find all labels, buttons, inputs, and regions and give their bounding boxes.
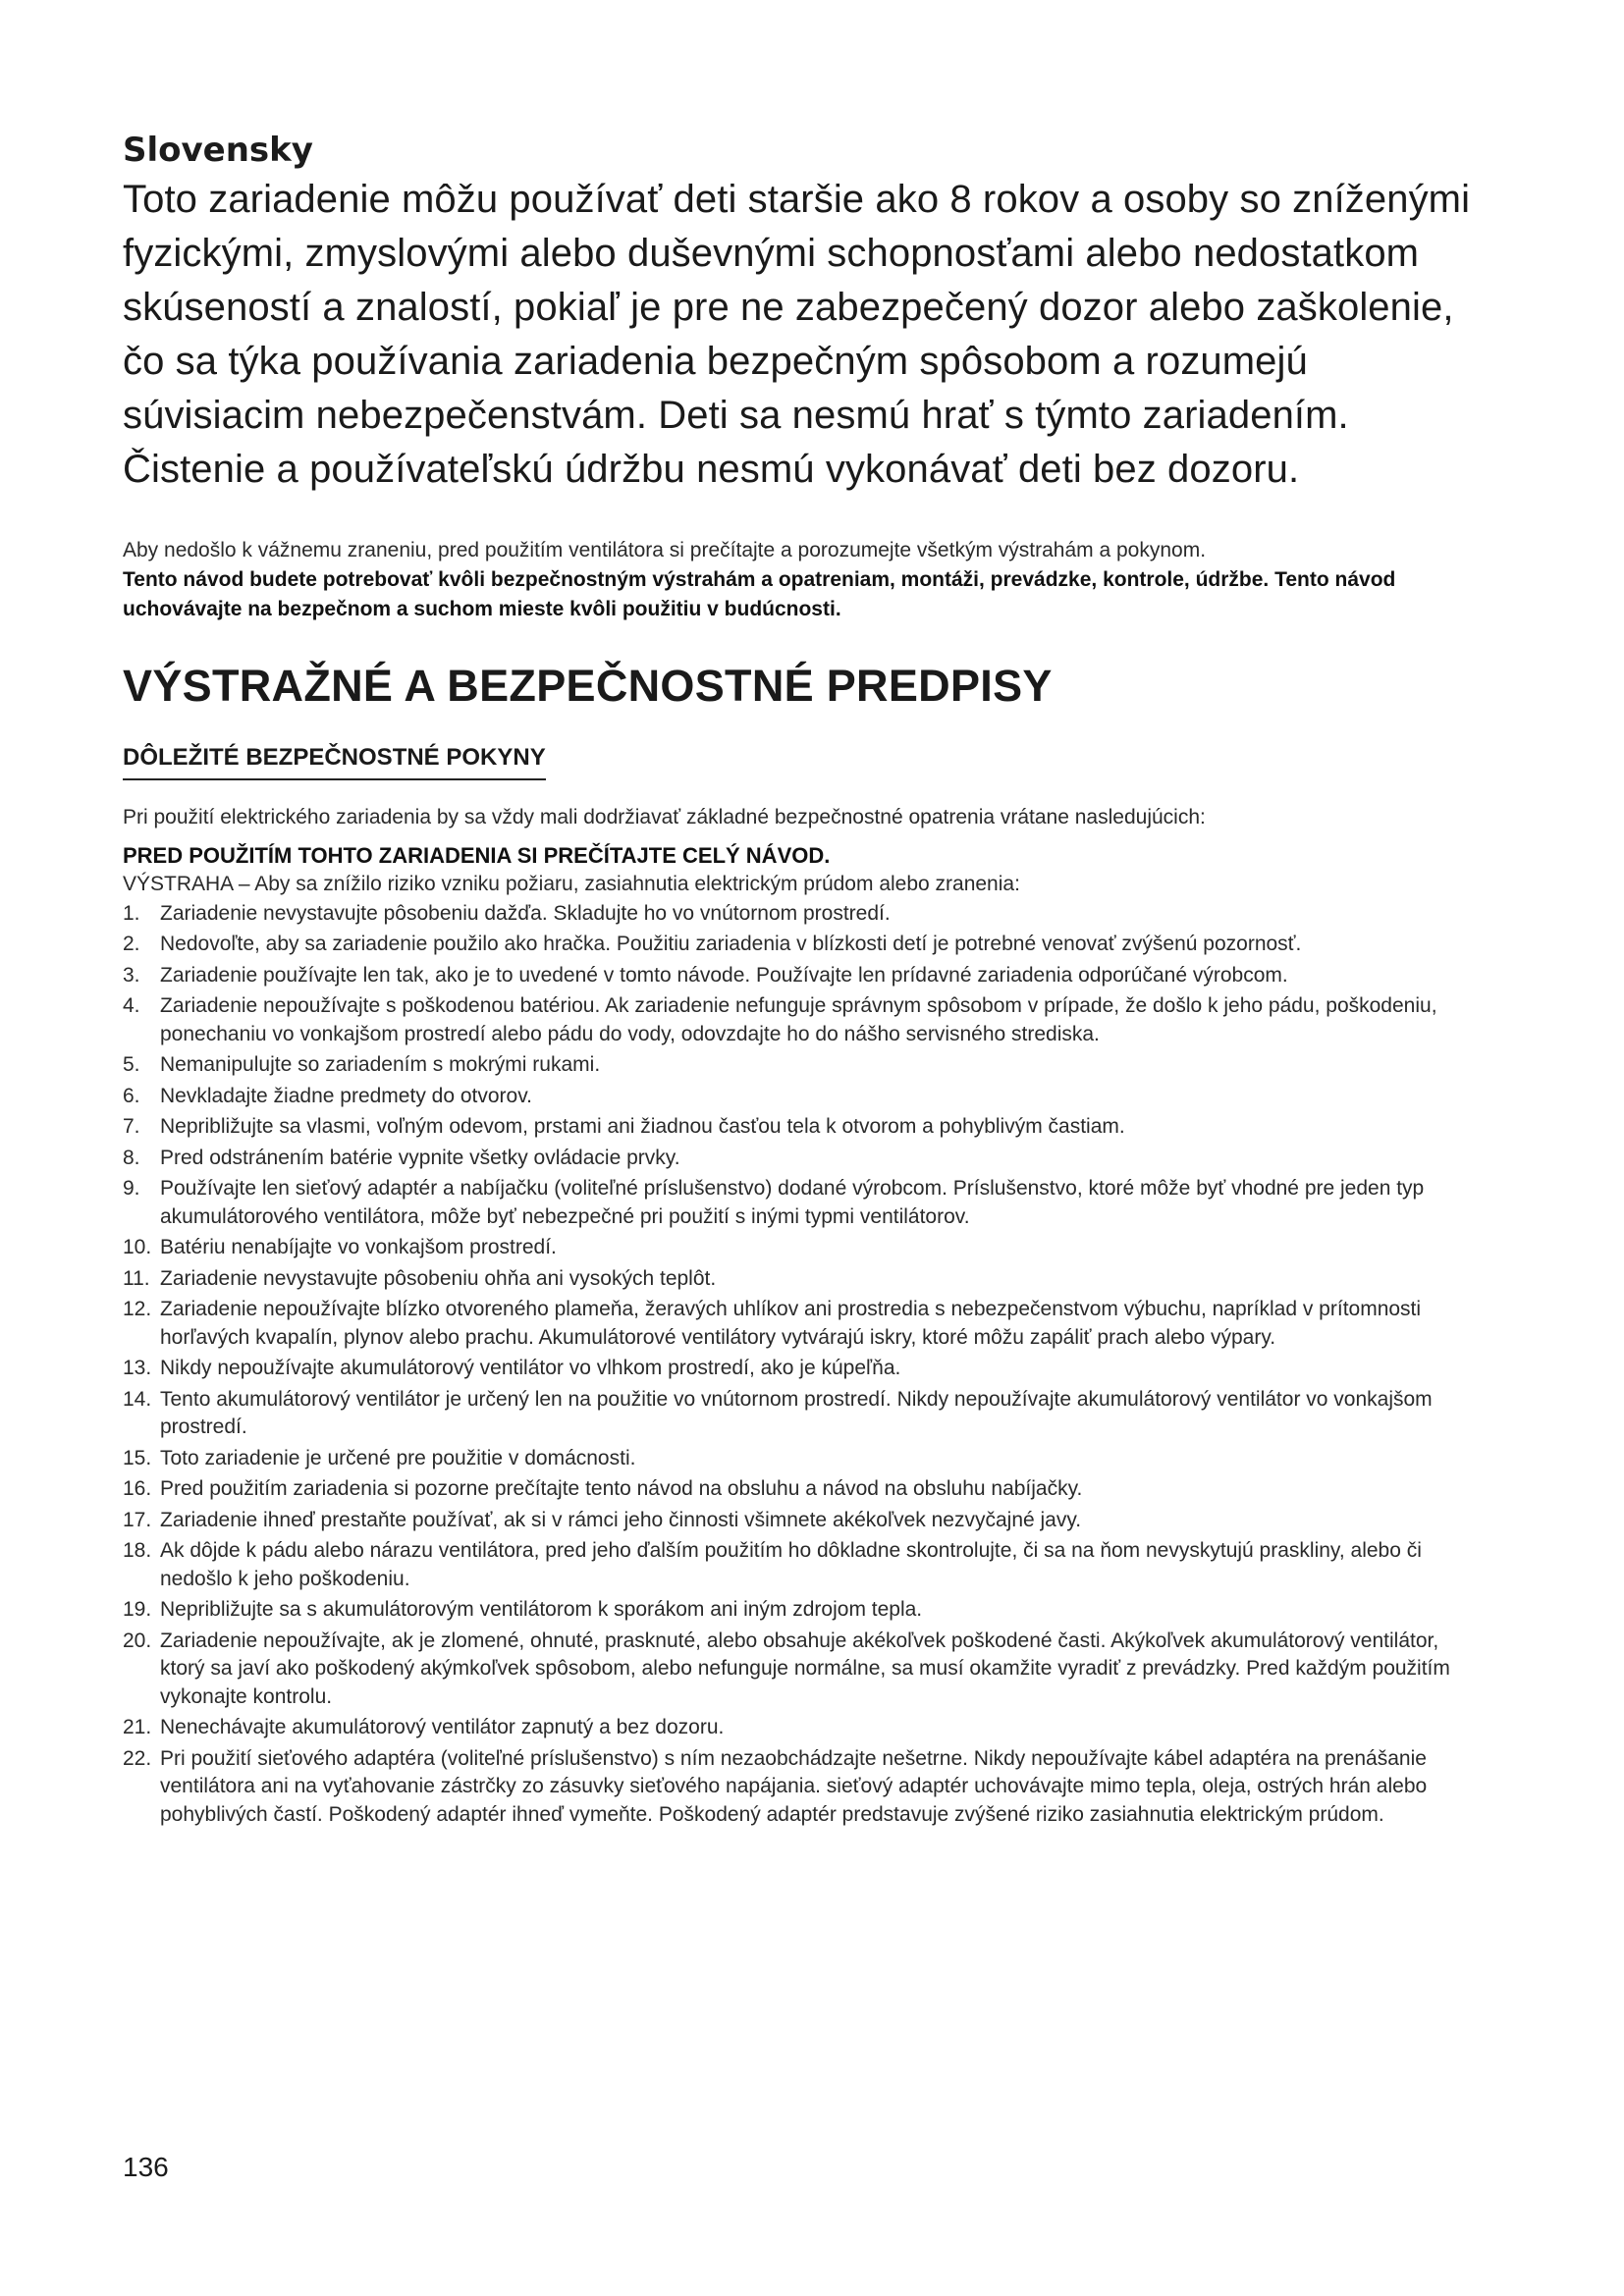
rule-text: Zariadenie ihneď prestaňte používať, ak si v rámci jeho činnosti všimnete akékoľvek nezvyčajné javy. — [160, 1508, 1082, 1531]
safety-rule — [123, 1265, 1472, 1294]
rule-text: Nenechávajte akumulátorový ventilátor zapnutý a bez dozoru. — [160, 1716, 725, 1739]
rule-text: Nevkladajte žiadne predmety do otvorov. — [160, 1084, 532, 1107]
section-title: VÝSTRAŽNÉ A BEZPEČNOSTNÉ PREDPISY — [123, 661, 1053, 712]
rule-number: 9. — [123, 1177, 140, 1201]
rule-number: 3. — [123, 963, 140, 987]
safety-rule — [123, 1628, 1472, 1712]
rule-text: Zariadenie používajte len tak, ako je to uvedené v tomto návode. Používajte len prídavné zariadenia odporúčané výrobcom. — [160, 963, 1288, 987]
rule-number: 12. — [123, 1298, 152, 1321]
safety-rule — [123, 1234, 1472, 1262]
rule-text: Nepribližujte sa s akumulátorovým ventilátorom k sporákom ani iným zdrojom tepla. — [160, 1598, 923, 1622]
safety-rule — [123, 1175, 1472, 1231]
safety-rule — [123, 1507, 1472, 1535]
rule-number: 18. — [123, 1539, 152, 1563]
rule-text: Batériu nenabíjajte vo vonkajšom prostredí. — [160, 1236, 557, 1259]
rule-number: 11. — [123, 1266, 150, 1290]
rule-text: Pri použití sieťového adaptéra (voliteľné príslušenstvo) s ním nezaobchádzajte nešetrne. Nikdy nepoužívajte kábel adaptéra na prenášanie ventilátora ani na vyťahovanie zástrčky zo zásuvky sieťového napájania. sieťový adaptér uchovávajte mimo tepla, oleja, ostrých hrán alebo pohyblivých častí. Poškodený adaptér ihneď vymeňte. Poškodený adaptér predstavuje zvýšené riziko zasiahnutia elektrickým prúdom. — [160, 1746, 1428, 1826]
safety-rule — [123, 1296, 1472, 1352]
rule-number: 16. — [123, 1477, 152, 1501]
rule-text: Pred použitím zariadenia si pozorne prečítajte tento návod na obsluhu a návod na obsluhu nabíjačky. — [160, 1477, 1083, 1501]
rule-number: 13. — [123, 1357, 152, 1380]
safety-rule — [123, 1051, 1472, 1080]
language-heading: Slovensky — [123, 131, 313, 170]
safety-rule — [123, 1745, 1472, 1830]
safety-rule — [123, 900, 1472, 929]
rule-number: 19. — [123, 1598, 152, 1622]
page-number: 136 — [123, 2152, 169, 2182]
safety-rules-list — [123, 900, 1472, 1830]
safety-rule — [123, 1475, 1472, 1504]
read-manual-notice: PRED POUŽITÍM TOHTO ZARIADENIA SI PREČÍTAJTE CELÝ NÁVOD. — [123, 842, 831, 868]
safety-rule — [123, 1386, 1472, 1442]
rule-text: Používajte len sieťový adaptér a nabíjačku (voliteľné príslušenstvo) dodané výrobcom. Príslušenstvo, ktoré môže byť vhodné pre jeden typ akumulátorového ventilátora, môže byť nebezpečné pri použití s inými typmi ventilátorov. — [160, 1177, 1425, 1228]
rule-number: 4. — [123, 994, 140, 1018]
safety-rule — [123, 931, 1472, 959]
intro-text: Aby nedošlo k vážnemu zraneniu, pred použitím ventilátora si prečítajte a porozumejte všetkým výstrahám a pokynom. — [123, 539, 1207, 562]
safety-rule — [123, 1083, 1472, 1111]
rule-number: 1. — [123, 901, 140, 925]
safety-rule — [123, 1113, 1472, 1142]
rule-text: Zariadenie nepoužívajte s poškodenou batériou. Ak zariadenie nefunguje správnym spôsobom v prípade, že došlo k jeho pádu, poškodeniu, ponechaniu vo vonkajšom prostredí alebo pádu do vody, odovzdajte ho do nášho servisného strediska. — [160, 994, 1437, 1045]
rule-text: Zariadenie nepoužívajte blízko otvoreného plameňa, žeravých uhlíkov ani prostredia s nebezpečenstvom výbuchu, napríklad v prítomnosti horľavých kvapalín, plynov alebo prachu. Akumulátorové ventilátory vytvárajú iskry, ktoré môžu zapáliť prach alebo výpary. — [160, 1298, 1422, 1349]
intro-bold-text: Tento návod budete potrebovať kvôli bezpečnostným výstrahám a opatreniam, montáži, prevádzke, kontrole, údržbe. Tento návod uchovávajte na bezpečnom a suchom mieste kvôli použitiu v budúcnosti. — [123, 568, 1396, 621]
rule-number: 8. — [123, 1146, 140, 1169]
rule-number: 2. — [123, 933, 140, 956]
child-safety-warning: Toto zariadenie môžu používať deti staršie ako 8 rokov a osoby so zníženými fyzickými, zmyslovými alebo duševnými schopnosťami alebo nedostatkom skúseností a znalostí, pokiaľ je pre ne zabezpečený dozor alebo zaškolenie, čo sa týka používania zariadenia bezpečným spôsobom a rozumejú súvisiacim nebezpečenstvám. Deti sa nesmú hrať s týmto zariadením. Čistenie a používateľskú údržbu nesmú vykonávať deti bez dozoru. — [123, 178, 1471, 492]
rule-text: Nikdy nepoužívajte akumulátorový ventilátor vo vlhkom prostredí, ako je kúpeľňa. — [160, 1357, 901, 1380]
safety-rule — [123, 1714, 1472, 1742]
warning-line: VÝSTRAHA – Aby sa znížilo riziko vzniku požiaru, zasiahnutia elektrickým prúdom alebo zranenia: — [123, 872, 1020, 895]
rule-number: 22. — [123, 1746, 152, 1770]
rule-number: 5. — [123, 1053, 140, 1077]
rule-number: 14. — [123, 1387, 152, 1411]
safety-rule — [123, 1355, 1472, 1383]
rule-text: Zariadenie nepoužívajte, ak je zlomené, ohnuté, prasknuté, alebo obsahuje akékoľvek poškodené časti. Akýkoľvek akumulátorový ventilátor, ktorý sa javí ako poškodený akýmkoľvek spôsobom, alebo nefunguje normálne, sa musí okamžite vyradiť z prevádzky. Pred každým použitím vykonajte kontrolu. — [160, 1629, 1450, 1708]
safety-rule — [123, 1596, 1472, 1625]
safety-rule — [123, 962, 1472, 990]
subtitle: DÔLEŽITÉ BEZPEČNOSTNÉ POKYNY — [123, 744, 546, 780]
rule-text: Nemanipulujte so zariadením s mokrými rukami. — [160, 1053, 601, 1077]
safety-rule — [123, 1445, 1472, 1473]
rule-text: Nepribližujte sa vlasmi, voľným odevom, prstami ani žiadnou časťou tela k otvorom a pohyblivým častiam. — [160, 1115, 1125, 1139]
rule-text: Nedovoľte, aby sa zariadenie použilo ako hračka. Použitiu zariadenia v blízkosti detí je potrebné venovať zvýšenú pozornosť. — [160, 933, 1302, 956]
rule-text: Toto zariadenie je určené pre použitie v domácnosti. — [160, 1446, 636, 1469]
rule-number: 20. — [123, 1629, 152, 1652]
rule-text: Tento akumulátorový ventilátor je určený len na použitie vo vnútornom prostredí. Nikdy nepoužívajte akumulátorový ventilátor vo vonkajšom prostredí. — [160, 1387, 1433, 1439]
rule-text: Ak dôjde k pádu alebo nárazu ventilátora, pred jeho ďalším použitím ho dôkladne skontrolujte, či sa na ňom nevyskytujú praskliny, alebo či nedošlo k jeho poškodeniu. — [160, 1539, 1422, 1590]
rule-number: 21. — [123, 1716, 152, 1739]
rule-number: 6. — [123, 1084, 140, 1107]
rule-number: 15. — [123, 1446, 152, 1469]
general-precautions: Pri použití elektrického zariadenia by sa vždy mali dodržiavať základné bezpečnostné opatrenia vrátane nasledujúcich: — [123, 805, 1206, 828]
rule-number: 17. — [123, 1508, 152, 1531]
rule-text: Pred odstránením batérie vypnite všetky ovládacie prvky. — [160, 1146, 680, 1169]
safety-rule — [123, 1145, 1472, 1173]
rule-number: 10. — [123, 1236, 152, 1259]
rule-number: 7. — [123, 1115, 140, 1139]
safety-rule — [123, 1537, 1472, 1593]
rule-text: Zariadenie nevystavujte pôsobeniu dažďa. Skladujte ho vo vnútornom prostredí. — [160, 901, 891, 925]
rule-text: Zariadenie nevystavujte pôsobeniu ohňa ani vysokých teplôt. — [160, 1266, 717, 1290]
safety-rule — [123, 992, 1472, 1048]
